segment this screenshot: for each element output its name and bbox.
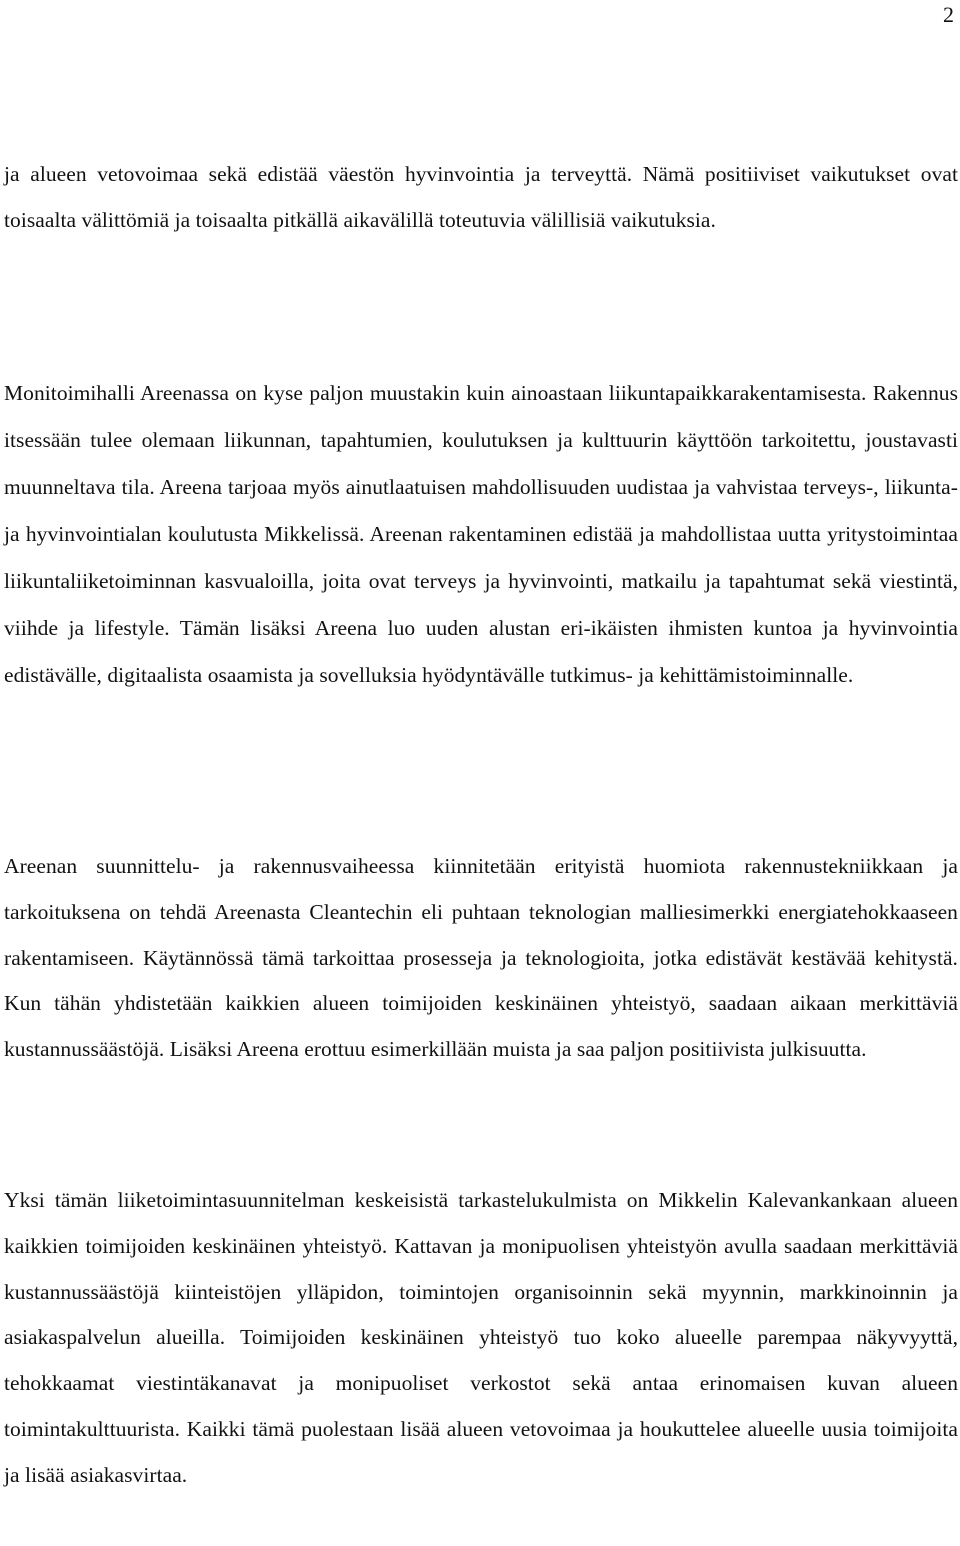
paragraph-2: Monitoimihalli Areenassa on kyse paljon muustakin kuin ainoastaan liikuntapaikkarakentamisesta. Rakennus itsessään tulee olemaan liikunnan, tapahtumien, koulutuksen ja kulttuurin käyttöön tarkoitettu, joustavasti muunneltava tila. Areena tarjoaa myös ainutlaatuisen mahdollisuuden uudistaa ja vahvistaa terveys-, liikunta- ja hyvinvointialan koulutusta Mikkelissä. Areenan rakentaminen edistää ja mahdollistaa uutta yritystoimintaa liikuntaliiketoiminnan kasvualoilla, joita ovat terveys ja hyvinvointi, matkailu ja tapahtumat sekä viestintä, viihde ja lifestyle. Tämän lisäksi Areena luo uuden alustan eri-ikäisten ihmisten kuntoa ja hyvinvointia edistävälle, digitaalista osaamista ja sovelluksia hyödyntävälle tutkimus- ja kehittämistoiminnalle. — [4, 381, 958, 687]
paragraph-3: Areenan suunnittelu- ja rakennusvaiheessa kiinnitetään erityistä huomiota rakennustekniikkaan ja tarkoituksena on tehdä Areenasta Cleantechin eli puhtaan teknologian malliesimerkki energiatehokkaaseen rakentamiseen. Käytännössä tämä tarkoittaa prosesseja ja teknologioita, jotka edistävät kestävää kehitystä. Kun tähän yhdistetään kaikkien alueen toimijoiden keskinäinen yhteistyö, saadaan aikaan merkittäviä kustannussäästöjä. Lisäksi Areena erottuu esimerkillään muista ja saa paljon positiivista julkisuutta. — [4, 854, 958, 1062]
paragraph-4: Yksi tämän liiketoimintasuunnitelman keskeisistä tarkastelukulmista on Mikkelin Kalevankankaan alueen kaikkien toimijoiden keskinäinen yhteistyö. Kattavan ja monipuolisen yhteistyön avulla saadaan merkittäviä kustannussäästöjä kiinteistöjen ylläpidon, toimintojen organisoinnin sekä myynnin, markkinoinnin ja asiakaspalvelun alueilla. Toimijoiden keskinäinen yhteistyö tuo koko alueelle parempaa näkyvyyttä, tehokkaamat viestintäkanavat ja monipuoliset verkostot sekä antaa erinomaisen kuvan alueen toimintakulttuurista. Kaikki tämä puolestaan lisää alueen vetovoimaa ja houkuttelee alueelle uusia toimijoita ja lisää asiakasvirtaa. — [4, 1188, 958, 1487]
page-number: 2 — [943, 2, 954, 27]
paragraph-1: ja alueen vetovoimaa sekä edistää väestön hyvinvointia ja terveyttä. Nämä positiiviset vaikutukset ovat toisaalta välittömiä ja toisaalta pitkällä aikavälillä toteutuvia välillisiä vaikutuksia. — [4, 162, 958, 232]
